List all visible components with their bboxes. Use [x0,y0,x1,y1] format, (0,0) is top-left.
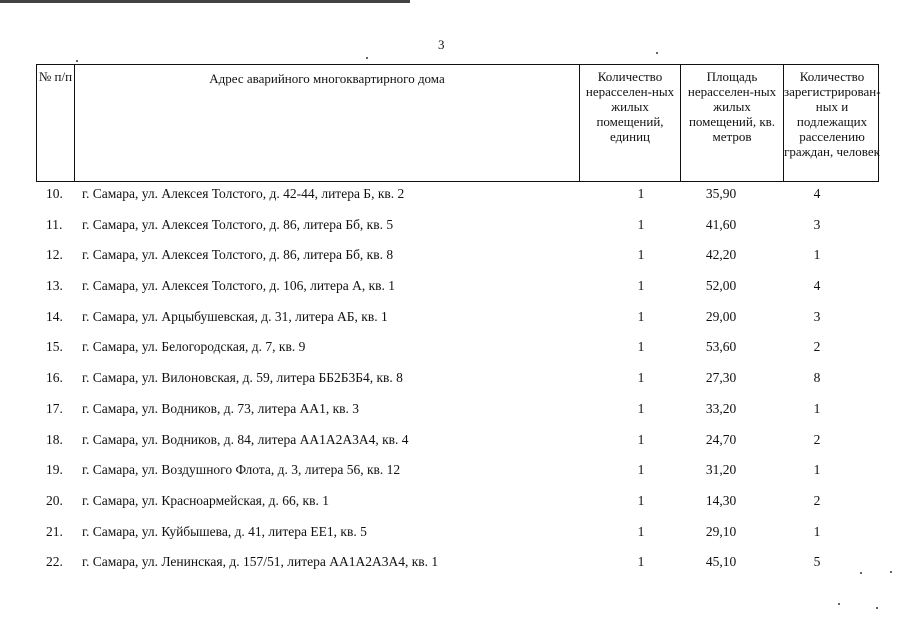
table-row [36,459,879,490]
row-area: 27,30 [705,370,737,386]
row-address: г. Самара, ул. Вилоновская, д. 59, литера ББ2Б3Б4, кв. 8 [82,370,403,386]
scan-speck [876,607,878,609]
row-people-count: 8 [813,370,821,386]
row-number: 22. [46,554,63,570]
row-number: 21. [46,523,63,539]
row-units-count: 1 [637,247,645,263]
row-area: 41,60 [705,216,737,232]
row-address: г. Самара, ул. Алексея Толстого, д. 106, литера А, кв. 1 [82,278,395,294]
row-people-count: 1 [813,400,821,416]
table-row [36,214,879,245]
row-number: 16. [46,370,63,386]
row-area: 45,10 [705,554,737,570]
table-row [36,306,879,337]
row-units-count: 1 [637,523,645,539]
row-number: 20. [46,492,63,508]
header-area: Площадь нерасселен-ных жилых помещений, кв. метров [681,65,784,181]
row-people-count: 3 [813,308,821,324]
header-address: Адрес аварийного многоквартирного дома [75,65,580,181]
row-people-count: 2 [813,339,821,355]
row-units-count: 1 [637,462,645,478]
row-people-count: 1 [813,523,821,539]
table-row [36,244,879,275]
row-address: г. Самара, ул. Арцыбушевская, д. 31, литера АБ, кв. 1 [82,308,388,324]
row-address: г. Самара, ул. Воздушного Флота, д. 3, литера 56, кв. 12 [82,462,401,478]
row-area: 52,00 [705,278,737,294]
table-row [36,521,879,552]
row-area: 53,60 [705,339,737,355]
row-units-count: 1 [637,308,645,324]
row-address: г. Самара, ул. Красноармейская, д. 66, кв. 1 [82,492,329,508]
row-units-count: 1 [637,370,645,386]
row-number: 12. [46,247,63,263]
row-people-count: 1 [813,247,821,263]
table-row [36,183,879,214]
row-address: г. Самара, ул. Водников, д. 73, литера АА1, кв. 3 [82,400,360,416]
row-units-count: 1 [637,278,645,294]
scan-speck [890,571,892,573]
row-people-count: 4 [813,278,821,294]
row-number: 10. [46,186,63,201]
row-address: г. Самара, ул. Водников, д. 84, литера АА1А2А3А4, кв. 4 [82,431,409,447]
row-area: 14,30 [705,492,737,508]
row-people-count: 2 [813,431,821,447]
row-number: 11. [46,216,63,232]
header-units-count: Количество нерасселен-ных жилых помещений, единиц [580,65,681,181]
row-people-count: 5 [813,554,821,570]
row-number: 13. [46,278,63,294]
row-address: г. Самара, ул. Алексея Толстого, д. 42-44, литера Б, кв. 2 [82,186,405,201]
row-area: 24,70 [705,431,737,447]
row-address: г. Самара, ул. Алексея Толстого, д. 86, литера Бб, кв. 8 [82,247,394,263]
row-address: г. Самара, ул. Куйбышева, д. 41, литера ЕЕ1, кв. 5 [82,523,367,539]
header-number: № п/п [37,65,75,181]
scan-speck [838,603,840,605]
row-address: г. Самара, ул. Алексея Толстого, д. 86, литера Бб, кв. 5 [82,216,394,232]
row-units-count: 1 [637,554,645,570]
row-number: 14. [46,308,63,324]
row-units-count: 1 [637,400,645,416]
table-row [36,275,879,306]
row-address: г. Самара, ул. Ленинская, д. 157/51, литера АА1А2А3А4, кв. 1 [82,554,439,570]
row-number: 15. [46,339,63,355]
row-area: 29,00 [705,308,737,324]
row-area: 35,90 [705,186,737,201]
row-units-count: 1 [637,492,645,508]
row-units-count: 1 [637,216,645,232]
row-area: 29,10 [705,523,737,539]
table-row [36,398,879,429]
row-people-count: 4 [813,186,821,201]
page-number: 3 [438,37,445,52]
scan-speck [366,57,368,59]
row-area: 33,20 [705,400,737,416]
table-row [36,490,879,521]
table-row [36,336,879,367]
row-units-count: 1 [637,186,645,201]
row-address: г. Самара, ул. Белогородская, д. 7, кв. 9 [82,339,306,355]
table-row [36,367,879,398]
scan-speck [76,60,78,62]
scan-speck [656,52,658,54]
table-body [36,183,879,582]
row-units-count: 1 [637,339,645,355]
header-people-count: Количество зарегистрирован-ных и подлежащих расселению граждан, человек [784,69,881,159]
row-people-count: 3 [813,216,821,232]
row-area: 42,20 [705,247,737,263]
table-header [36,64,879,182]
row-units-count: 1 [637,431,645,447]
row-number: 19. [46,462,63,478]
row-number: 17. [46,400,63,416]
row-people-count: 1 [813,462,821,478]
scan-artifact-line [0,0,410,3]
row-number: 18. [46,431,63,447]
table-row [36,429,879,460]
table-row [36,551,879,582]
row-people-count: 2 [813,492,821,508]
row-area: 31,20 [705,462,737,478]
